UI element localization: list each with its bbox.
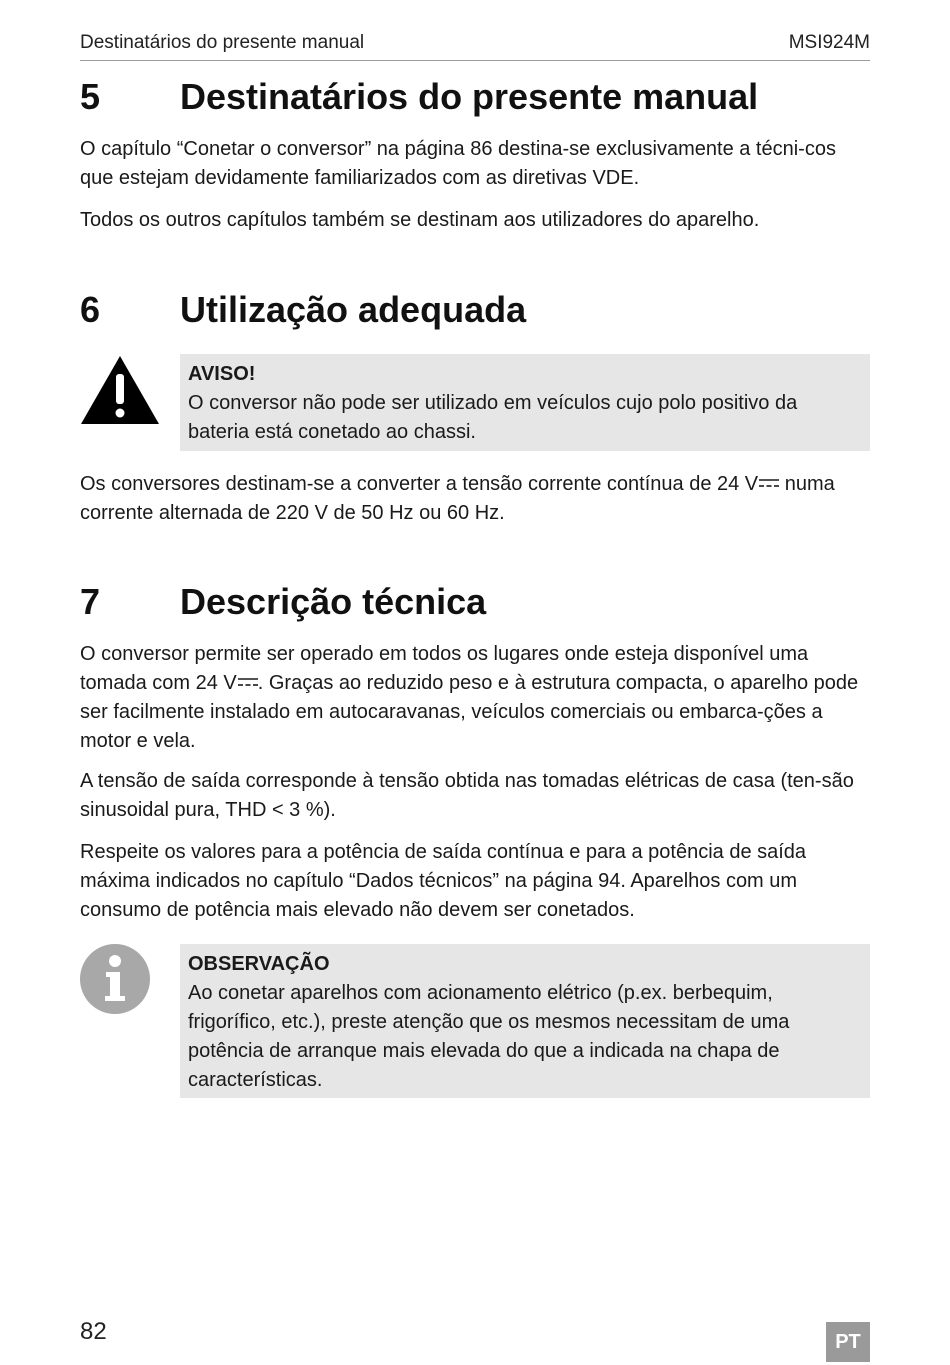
page-number: 82: [80, 1318, 107, 1345]
paragraph: O capítulo “Conetar o conversor” na página 86 destina-se exclusivamente a técni-cos que estejam devidamente familiarizados com as diretivas VDE.: [80, 138, 836, 189]
paragraph-text: Os conversores destinam-se a converter a tensão corrente contínua de 24 V: [80, 473, 759, 495]
note-label: OBSERVAÇÃO: [188, 953, 330, 975]
section-number: 5: [80, 76, 101, 117]
header-model-number: MSI924M: [788, 32, 870, 53]
section-title: Utilização adequada: [180, 289, 527, 330]
section-number: 6: [80, 289, 101, 330]
paragraph: A tensão de saída corresponde à tensão obtida nas tomadas elétricas de casa (ten-são sinusoidal pura, THD < 3 %).: [80, 770, 854, 821]
paragraph: Todos os outros capítulos também se destinam aos utilizadores do aparelho.: [80, 209, 760, 231]
info-icon: [80, 944, 150, 1014]
direct-current-symbol: [238, 677, 258, 687]
paragraph-text: . Graças ao reduzido peso e à estrutura compacta, o aparelho pode ser facilmente instalado em autocaravanas, veículos comerciais ou embarca-ções a motor e vela.: [80, 672, 859, 752]
warning-label: AVISO!: [188, 363, 256, 385]
paragraph: [80, 640, 870, 756]
language-badge: PT: [826, 1322, 870, 1362]
warning-triangle-icon: [80, 354, 160, 426]
paragraph-text: numa corrente alternada de 220 V de 50 Hz ou 60 Hz.: [80, 473, 835, 524]
note-box: [180, 944, 870, 1098]
section-title: Descrição técnica: [180, 581, 487, 622]
page-header: [80, 30, 870, 61]
paragraph: [80, 470, 870, 528]
direct-current-symbol: [759, 478, 779, 488]
warning-box: [180, 354, 870, 451]
section-number: 7: [80, 581, 101, 622]
header-chapter-title: Destinatários do presente manual: [80, 32, 365, 53]
paragraph: Respeite os valores para a potência de saída contínua e para a potência de saída máxima indicados no capítulo “Dados técnicos” na página 94. Aparelhos com um consumo de potência mais elevado não devem ser conetados.: [80, 841, 807, 921]
note-text: Ao conetar aparelhos com acionamento elétrico (p.ex. berbequim, frigorífico, etc.), preste atenção que os mesmos necessitam de uma potência de arranque mais elevada do que a indicada na chapa de características.: [188, 982, 790, 1091]
warning-text: O conversor não pode ser utilizado em veículos cujo polo positivo da bateria está conetado ao chassi.: [188, 392, 798, 443]
paragraph-text: O conversor permite ser operado em todos os lugares onde esteja disponível uma tomada com 24 V: [80, 643, 809, 694]
section-title: Destinatários do presente manual: [180, 76, 759, 117]
